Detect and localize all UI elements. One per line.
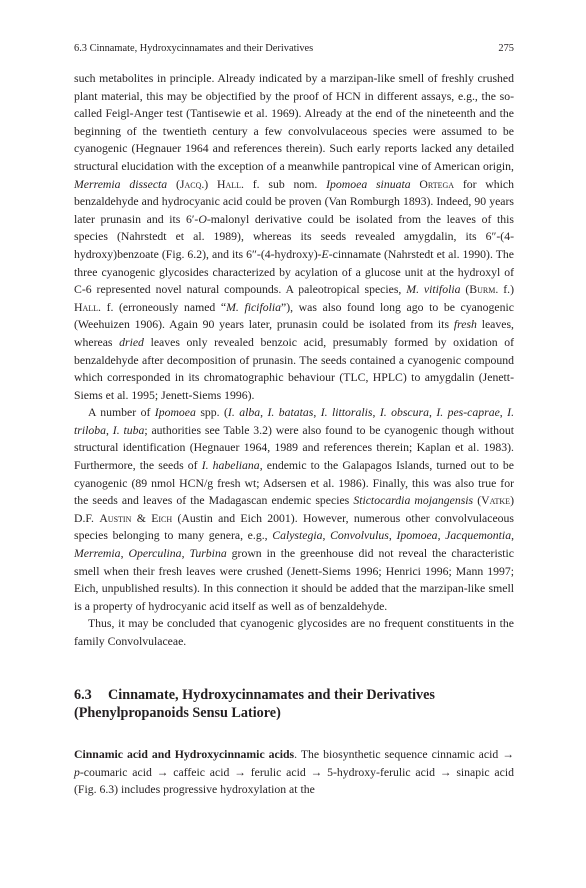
section-subtitle: (Phenylpropanoids Sensu Latiore) — [74, 705, 281, 721]
section-title: Cinnamate, Hydroxycinnamates and their Derivatives — [108, 687, 435, 703]
paragraph: Cinnamic acid and Hydroxycinnamic acids. The biosynthetic sequence cinnamic acid → p-coumaric acid → caffeic acid → ferulic acid → 5-hydroxy-ferulic acid → sinapic acid (Fig. 6.3) includes progressive hydroxylation at the — [74, 748, 514, 797]
main-text — [74, 70, 514, 651]
section-heading — [74, 686, 514, 722]
section-text — [74, 746, 514, 799]
paragraph: A number of Ipomoea spp. (I. alba, I. batatas, I. littoralis, I. obscura, I. pes-caprae, I. triloba, I. tuba; authorities see Table 3.2) were also found to be cyanogenic though without structural identification (Hegnauer 1964, 1989 and references therein; Kaplan et al. 1983). Furthermore, the seeds of I. habeliana, endemic to the Galapagos Islands, turned out to be cyanogenic (89 nmol HCN/g fresh wt; Adsersen et al. 1986). Finally, this was also true for the seeds and leaves of the Madagascan endemic species Stictocardia mojangensis (Vatke) D.F. Austin & Eich (Austin and Eich 2001). However, numerous other convolvulaceous species belonging to many genera, e.g., Calystegia, Convolvulus, Ipomoea, Jacquemontia, Merremia, Operculina, Turbina grown in the greenhouse did not reveal the characteristic smell when their fresh leaves were crushed (Jenett-Siems 1996; Henrici 1996; Mann 1997; Eich, unpublished results). In this connection it should be added that the marzipan-like smell is a property of hydrocyanic acid itself as well as of benzaldehyde. — [74, 406, 515, 613]
running-head-title: 6.3 Cinnamate, Hydroxycinnamates and their Derivatives — [74, 43, 314, 54]
section-number: 6.3 — [74, 687, 92, 703]
page-number: 275 — [498, 43, 514, 54]
paragraph: Thus, it may be concluded that cyanogenic glycosides are no frequent constituents in the family Convolvulaceae. — [74, 617, 514, 648]
paragraph: such metabolites in principle. Already indicated by a marzipan-like smell of freshly crushed plant material, this may be objectified by the proof of HCN in different assays, e.g., the so-called Feigl-Anger test (Tantisewie et al. 1969). Already at the end of the nineteenth and the beginning of the twentieth century a few convolvulaceous species were assumed to be cyanogenic (Hegnauer 1964 and references therein). Such early reports lacked any detailed structural elucidation with the exception of a meanwhile pantropical vine of American origin, Merremia dissecta (Jacq.) Hall. f. sub nom. Ipomoea sinuata Ortega for which benzaldehyde and hydrocyanic acid could be proven (Van Romburgh 1893). Indeed, 90 years later prunasin and its 6′-O-malonyl derivative could be isolated from the leaves of this species (Nahrstedt et al. 1989), whereas its seeds revealed amygdalin, its 6″-(4-hydroxy)benzoate (Fig. 6.2), and its 6″-(4-hydroxy)-E-cinnamate (Nahrstedt et al. 1990). The three cyanogenic glycosides characterized by acylation of a glucose unit at the hydroxyl of C-6 represented novel natural compounds. A paleotropical species, M. vitifolia (Burm. f.) Hall. f. (erroneously named “M. ficifolia”), was also found long ago to be cyanogenic (Weehuizen 1906). Again 90 years later, prunasin could be isolated from its fresh leaves, whereas dried leaves only revealed benzoic acid, presumably formed by oxidation of benzaldehyde after decomposition of prunasin. The seeds contained a cyanogenic compound which corresponded in its chromatographic behaviour (TLC, HPLC) to amygdalin (Jenett-Siems et al. 1995; Jenett-Siems 1996). — [74, 72, 515, 402]
running-head — [74, 42, 514, 55]
run-in-heading: Cinnamic acid and Hydroxycinnamic acids — [74, 748, 295, 761]
